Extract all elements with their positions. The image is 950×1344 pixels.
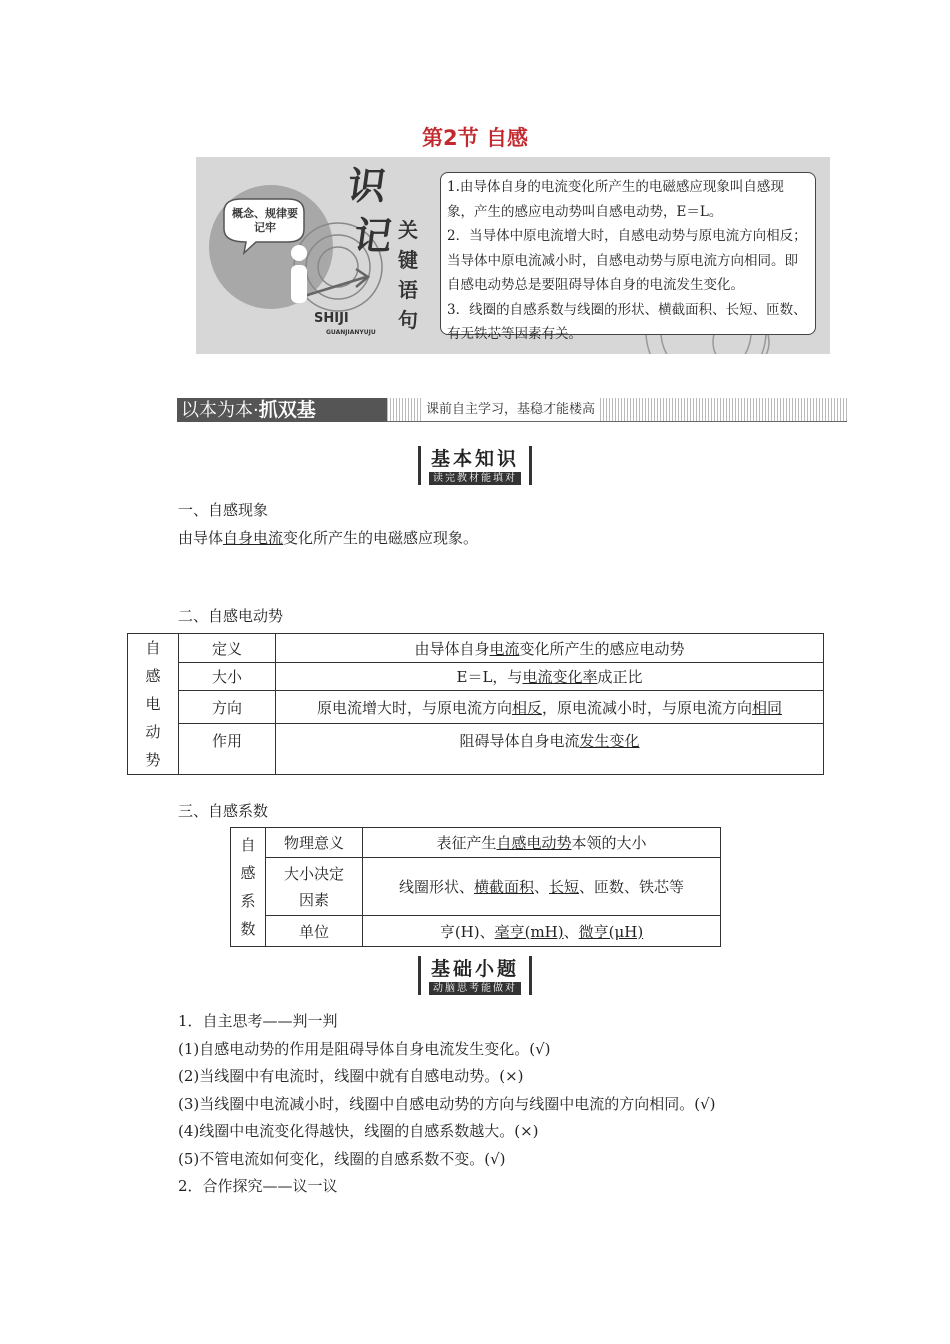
row-value: 亨(H)、毫亨(mH)、微亨(μH) xyxy=(363,916,721,947)
badge-sub: 动脑思考能做对 xyxy=(429,982,521,995)
shiji-vertical-label xyxy=(396,215,420,335)
logo-main: SHIJI xyxy=(314,311,349,326)
judgement-item: (3)当线圈中电流减小时，线圈中自感电动势的方向与线圈中电流的方向相同。(√) xyxy=(178,1095,716,1113)
badge-main: 基础小题 xyxy=(430,958,519,980)
vertical-char: 关 xyxy=(398,218,418,242)
side-char: 感 xyxy=(240,864,256,882)
bubble-text: 概念、规律要记牢 xyxy=(232,207,298,234)
section-bar-left-bold: 抓双基 xyxy=(258,399,316,421)
underlined-answer: 自身电流 xyxy=(223,529,284,547)
part2-heading: 二、自感电动势 xyxy=(178,607,284,625)
shiji-big-1: 识 xyxy=(344,164,390,208)
vertical-char: 键 xyxy=(398,248,418,272)
vertical-char: 语 xyxy=(398,278,418,302)
table-side-label xyxy=(128,634,179,775)
section-bar xyxy=(177,398,847,422)
side-char: 自 xyxy=(240,836,256,854)
question-2-heading: 2．合作探究——议一议 xyxy=(178,1177,338,1195)
person-icon xyxy=(291,245,307,261)
side-char: 数 xyxy=(240,920,256,938)
logo-sub: GUANJIANYUJU xyxy=(326,329,376,336)
row-label: 定义 xyxy=(179,634,276,663)
row-label: 物理意义 xyxy=(266,828,363,858)
row-label: 大小决定因素 xyxy=(266,858,363,916)
row-label: 单位 xyxy=(266,916,363,947)
side-char: 感 xyxy=(145,667,161,685)
row-value: 表征产生自感电动势本领的大小 xyxy=(363,828,721,858)
side-char: 系 xyxy=(240,892,256,910)
badge-basic-knowledge xyxy=(0,446,950,485)
text: 变化所产生的电磁感应现象。 xyxy=(283,529,479,547)
key-point: 1.由导体自身的电流变化所产生的电磁感应现象叫自感现象，产生的感应电动势叫自感电动势，E＝L。 xyxy=(447,179,784,220)
judgement-item: (1)自感电动势的作用是阻碍导体自身电流发生变化。(√) xyxy=(178,1040,551,1058)
badge-basic-questions xyxy=(0,956,950,995)
section-bar-right: 课前自主学习，基稳才能楼高 xyxy=(422,398,599,422)
page-title: 第2节 自感 xyxy=(422,126,528,150)
part1-text xyxy=(178,527,478,548)
side-char: 势 xyxy=(145,751,161,769)
row-label: 大小 xyxy=(179,663,276,691)
table-side-label xyxy=(231,828,266,947)
judgement-item: (2)当线圈中有电流时，线圈中就有自感电动势。(×) xyxy=(178,1067,524,1085)
row-value: 原电流增大时，与原电流方向相反，原电流减小时，与原电流方向相同 xyxy=(276,691,824,724)
side-char: 动 xyxy=(145,723,161,741)
inductance-table xyxy=(230,827,721,947)
row-value: E＝L，与电流变化率成正比 xyxy=(276,663,824,691)
key-points-box xyxy=(440,172,816,342)
question-1-heading: 1．自主思考——判一判 xyxy=(178,1012,338,1030)
text: 由导体 xyxy=(178,529,224,547)
side-char: 电 xyxy=(145,695,161,713)
key-point: 3．线圈的自感系数与线圈的形状、横截面积、长短、匝数、有无铁芯等因素有关。 xyxy=(447,301,807,342)
row-value: 阻碍导体自身电流发生变化 xyxy=(276,724,824,775)
row-value: 由导体自身电流变化所产生的感应电动势 xyxy=(276,634,824,663)
row-value: 线圈形状、横截面积、长短、匝数、铁芯等 xyxy=(363,858,721,916)
part3-heading: 三、自感系数 xyxy=(178,802,269,820)
row-label: 作用 xyxy=(179,724,276,775)
key-point: 2．当导体中原电流增大时，自感电动势与原电流方向相反；当导体中原电流减小时，自感电动势与原电流方向相同。即自感电动势总是要阻碍导体自身的电流发生变化。 xyxy=(447,228,807,293)
judgement-item: (5)不管电流如何变化，线圈的自感系数不变。(√) xyxy=(178,1150,506,1168)
section-bar-left: 以本为本· xyxy=(181,400,259,421)
side-char: 自 xyxy=(145,639,161,657)
badge-main: 基本知识 xyxy=(430,448,519,470)
row-label: 方向 xyxy=(179,691,276,724)
vertical-char: 句 xyxy=(398,308,418,332)
part1-heading: 一、自感现象 xyxy=(178,501,269,519)
emf-table xyxy=(127,633,824,775)
judgement-item: (4)线圈中电流变化得越快，线圈的自感系数越大。(×) xyxy=(178,1122,539,1140)
badge-sub: 读完教材能填对 xyxy=(429,472,521,485)
shiji-big-2: 记 xyxy=(350,214,396,258)
